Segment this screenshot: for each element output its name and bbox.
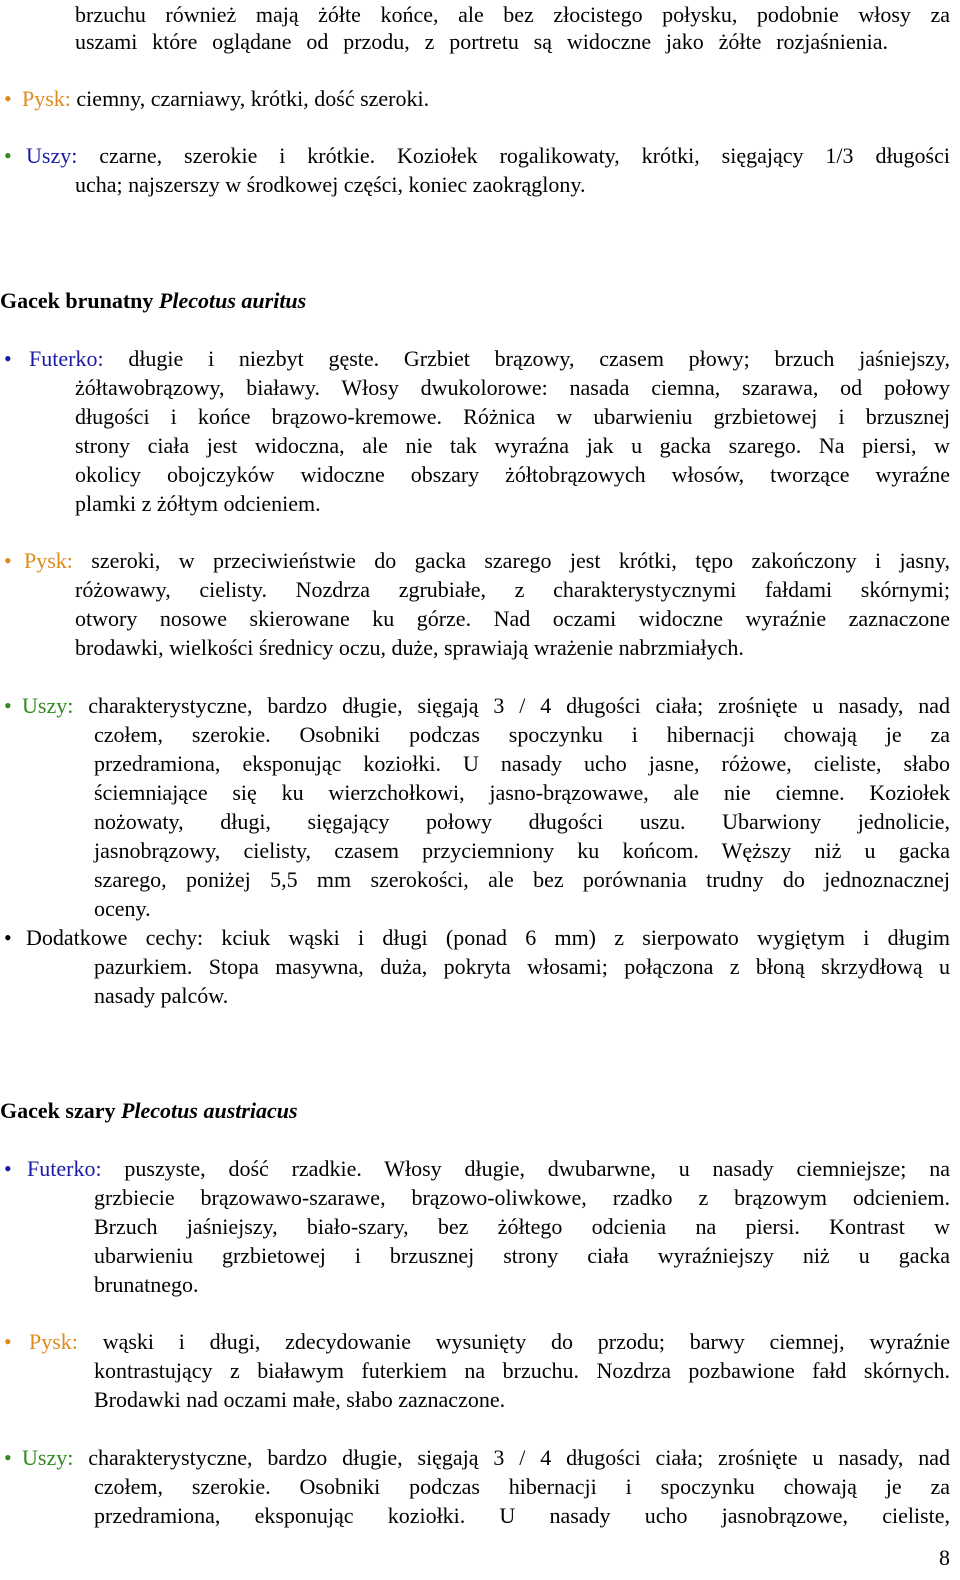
uszy-text: czarne, szerokie i krótkie. Koziołek rogalikowaty, krótki, sięgający 1/3 długości bbox=[77, 143, 950, 168]
text-line: oceny. bbox=[94, 896, 151, 921]
futerko-label: Futerko: bbox=[29, 346, 104, 371]
text-line: żółtawobrązowy, białawy. Włosy dwukolorowe: nasada ciemna, szarawa, od połowy bbox=[75, 375, 950, 400]
futerko-line bbox=[27, 1154, 950, 1183]
text-line: szeroki, w przeciwieństwie do gacka szarego jest krótki, tępo zakończony i jasny, bbox=[72, 548, 950, 573]
uszy-line bbox=[26, 141, 950, 170]
text-line: charakterystyczne, bardzo długie, sięgają 3 / 4 długości ciała; zrośnięte u nasady, nad bbox=[73, 693, 950, 718]
heading-text: Gacek brunatny bbox=[0, 288, 159, 313]
futerko-line bbox=[29, 344, 950, 373]
text-line: plamki z żółtym odcieniem. bbox=[75, 491, 321, 516]
pysk-label: Pysk: bbox=[22, 86, 71, 111]
pysk-label: Pysk: bbox=[29, 1329, 78, 1354]
text-line: jasnobrązowy, cielisty, czasem przyciemniony ku końcom. Węższy niż u gacka bbox=[94, 838, 950, 863]
text-line: brzuchu również mają żółte końce, ale bez złocistego połysku, podobnie włosy za bbox=[75, 2, 950, 27]
text-line: szarego, poniżej 5,5 mm szerokości, ale bez porównania trudny do jednoznacznej bbox=[94, 867, 950, 892]
pysk-text: ciemny, czarniawy, krótki, dość szeroki. bbox=[70, 86, 430, 111]
bullet-icon: • bbox=[4, 1156, 12, 1181]
futerko-label: Futerko: bbox=[27, 1156, 102, 1181]
uszy-label: Uszy: bbox=[22, 1445, 74, 1470]
text-line: Brodawki nad oczami małe, słabo zaznaczone. bbox=[94, 1387, 506, 1412]
pysk-paragraph bbox=[22, 84, 429, 113]
uszy-label: Uszy: bbox=[22, 693, 74, 718]
heading-species: Plecotus austriacus bbox=[120, 1098, 298, 1123]
text-line: przedramiona, eksponując koziołki. U nasady ucho jasne, różowe, cieliste, słabo bbox=[94, 751, 950, 776]
text-line: grzbiecie brązowawo-szarawe, brązowo-oliwkowe, rzadko z brązowym odcieniem. bbox=[94, 1185, 950, 1210]
heading-species: Plecotus auritus bbox=[158, 288, 307, 313]
page-number: 8 bbox=[939, 1545, 950, 1570]
text-line: okolicy obojczyków widoczne obszary żółtobrązowych włosów, tworzące wyraźne bbox=[75, 462, 950, 487]
text-line: charakterystyczne, bardzo długie, sięgają 3 / 4 długości ciała; zrośnięte u nasady, nad bbox=[73, 1445, 950, 1470]
text-line: kontrastujący z białawym futerkiem na brzuchu. Nozdrza pozbawione fałd skórnych. bbox=[94, 1358, 950, 1383]
text-line: otwory nosowe skierowane ku górze. Nad oczami widoczne wyraźnie zaznaczone bbox=[75, 606, 950, 631]
pysk-line bbox=[24, 546, 950, 575]
text-line: różowawy, cielisty. Nozdrza zgrubiałe, z charakterystycznymi fałdami skórnymi; bbox=[75, 577, 950, 602]
bullet-icon: • bbox=[4, 346, 12, 371]
bullet-icon: • bbox=[4, 693, 12, 718]
section-heading bbox=[0, 286, 306, 315]
text-line: puszyste, dość rzadkie. Włosy długie, dwubarwne, u nasady ciemniejsze; na bbox=[101, 1156, 950, 1181]
text-line: przedramiona, eksponując koziołki. U nasady ucho jasnobrązowe, cieliste, bbox=[94, 1503, 950, 1528]
bullet-icon: • bbox=[4, 548, 12, 573]
text-line: ubarwieniu grzbietowej i brzusznej strony ciała wyraźniejszy niż u gacka bbox=[94, 1243, 950, 1268]
text-line: czołem, szerokie. Osobniki podczas hibernacji i spoczynku chowają je za bbox=[94, 1474, 950, 1499]
text-line: brodawki, wielkości średnicy oczu, duże, sprawiają wrażenie nabrzmiałych. bbox=[75, 635, 744, 660]
bullet-icon: • bbox=[4, 1445, 12, 1470]
text-line: strony ciała jest widoczna, ale nie tak wyraźna jak u gacka szarego. Na piersi, w bbox=[75, 433, 950, 458]
text-line: ściemniające się ku wierzchołkowi, jasno-brązowawe, ale nie ciemne. Koziołek bbox=[94, 780, 950, 805]
section-heading bbox=[0, 1096, 298, 1125]
bullet-icon: • bbox=[4, 143, 12, 168]
text-line: Brzuch jaśniejszy, biało-szary, bez żółtego odcienia na piersi. Kontrast w bbox=[94, 1214, 950, 1239]
text-line: pazurkiem. Stopa masywna, duża, pokryta włosami; połączona z błoną skrzydłową u bbox=[94, 954, 950, 979]
pysk-label: Pysk: bbox=[24, 548, 73, 573]
uszy-line bbox=[22, 1443, 950, 1472]
text-line: nasady palców. bbox=[94, 983, 229, 1008]
bullet-icon: • bbox=[4, 1329, 12, 1354]
text-line: nożowaty, długi, sięgający połowy długości uszu. Ubarwiony jednolicie, bbox=[94, 809, 950, 834]
uszy-label: Uszy: bbox=[26, 143, 78, 168]
text-line: ucha; najszerszy w środkowej części, koniec zaokrąglony. bbox=[75, 172, 586, 197]
text-line: długie i niezbyt gęste. Grzbiet brązowy, czasem płowy; brzuch jaśniejszy, bbox=[103, 346, 950, 371]
pysk-line bbox=[29, 1327, 950, 1356]
bullet-icon: • bbox=[4, 86, 12, 111]
bullet-icon: • bbox=[4, 925, 12, 950]
text-line: uszami które oglądane od przodu, z portretu są widoczne jako żółte rozjaśnienia. bbox=[75, 29, 888, 54]
uszy-line bbox=[22, 691, 950, 720]
heading-text: Gacek szary bbox=[0, 1098, 121, 1123]
text-line: brunatnego. bbox=[94, 1272, 199, 1297]
dodatkowe-line: Dodatkowe cechy: kciuk wąski i długi (ponad 6 mm) z sierpowato wygiętym i długim bbox=[26, 925, 950, 950]
text-line: czołem, szerokie. Osobniki podczas spoczynku i hibernacji chowają je za bbox=[94, 722, 950, 747]
text-line: długości i końce brązowo-kremowe. Różnica w ubarwieniu grzbietowej i brzusznej bbox=[75, 404, 950, 429]
text-line: wąski i długi, zdecydowanie wysunięty do przodu; barwy ciemnej, wyraźnie bbox=[77, 1329, 950, 1354]
